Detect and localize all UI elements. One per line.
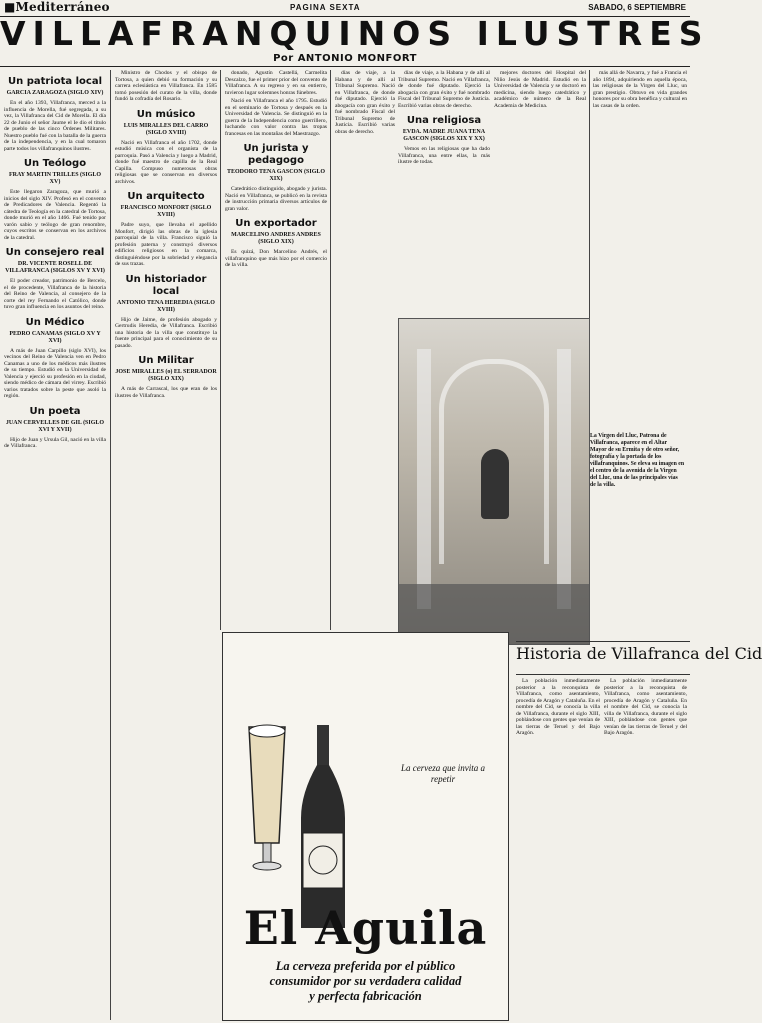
section-subtitle: FRANCISCO MONFORT (SIGLO XVIII): [120, 205, 212, 218]
article-column-5: [494, 70, 586, 315]
section-title: Una religiosa: [406, 115, 482, 126]
section-text: El poder creador, patrimonio de Bercelo, el de procedente, Villafranca de la historia del Reino de Valencia, al consejero de la corte del rey Fernando el Católico, donde tuvo gran influencia en los asuntos del reino.: [4, 278, 106, 310]
column-divider: [330, 70, 331, 630]
virgin-figure: [481, 449, 509, 519]
article-column-4: [335, 70, 395, 630]
section-title: Un consejero real: [5, 247, 105, 258]
ad-brand: El Aguila: [243, 901, 488, 955]
section-text: días de viaje, a la Habana y de allí al Tribunal Supremo. Nació en Villafranca, de donde fué diputado. Ejerció la abogacía con gran éxito y fué nombrado Fiscal del Tribunal Supremo de Justicia. Escribió varias obras de derecho.: [335, 70, 395, 135]
column-divider: [220, 70, 221, 630]
article-column-4b: [398, 70, 490, 315]
section-title: Un Teólogo: [23, 158, 87, 169]
section-subtitle: LUIS MIRALLES DEL CARRO (SIGLO XVIII): [123, 122, 209, 136]
article-column-3: [225, 70, 327, 630]
section-title: Un historiador local: [125, 273, 207, 297]
article-column-2: [115, 70, 217, 1020]
photo-pillar: [417, 349, 431, 609]
page-label: PAGINA SEXTA: [290, 3, 361, 12]
section-text: En el año 1393, Villafranca, merced a la influencia de Morella, fué segregada, a su vez, la Villafranca del Cid de Morella. El día 22 de Junio el señor Jaume el Ie dio el título de pueblo de las cinco Órdenes Militares. Nuestro pueblo fué con la batalla de la guerra de la independencia, y en la cual tomaron parte todos los villafranquinos ilustres.: [4, 100, 106, 152]
history-column-1: [516, 678, 600, 1018]
ad-tagline-line: La cerveza preferida por el público: [275, 959, 456, 973]
page-headline: VILLAFRANQUINOS ILUSTRES: [0, 14, 710, 53]
section-title: Un exportador: [235, 218, 317, 229]
section-text: La población inmediatamente posterior a la reconquista de Villafranca, como asentamiento, procedía de Aragón y Cataluña. En el nombre del Cid, se conocía la villa de Villafranca, durante el siglo XIII, poblándose con gentes que venían de las tierras de Teruel y del Bajo Aragón.: [604, 678, 687, 736]
section-title: Un Militar: [138, 355, 194, 366]
section-text: Es quizá, Don Marcelino Andrés, el villafranquino que más hizo por el comercio de la villa.: [225, 249, 327, 268]
section-text: A más de Juan Carpillo (siglo XVI), los vecinos del Reino de Valencia ven en Pedro Canamas a uno de los médicos más ilustres de su tiempo. Estudió en la Universidad de Valencia y ejerció su profesión en la ciudad, siendo médico de cámara del virrey. Escribió varios tratados sobre la peste que asoló la región.: [4, 347, 106, 399]
ad-tagline-line: consumidor por su verdadera calidad: [269, 974, 462, 988]
byline: Por ANTONIO MONFORT: [273, 53, 417, 64]
section-subtitle: FRAY MARTIN TRILLES (SIGLO XV): [8, 172, 102, 185]
ad-tagline: [223, 959, 508, 1004]
section-subtitle: PEDRO CANAMAS (SIGLO XV Y XVI): [9, 330, 101, 344]
section-subtitle: MARCELINO ANDRES ANDRES (SIGLO XIX): [231, 232, 321, 245]
el-aguila-advertisement: [222, 632, 509, 1021]
ad-slogan: La cerveza que invita a repetir: [401, 763, 485, 784]
section-text: más allá de Navarra, y fué a Francia el año 1894, adquiriendo en aquella época, las religiosas de la Virgen del Lluc, un gran prestigio. Obtuvo en vida grandes honores por su obra benéfica y cultural en las casas de la orden.: [593, 70, 687, 109]
section-title: Un Médico: [25, 316, 85, 328]
section-title: Un músico: [136, 108, 196, 120]
section-text: Padre suyo, que llevaba el apellido Monfort, dirigió las obras de la iglesia parroquial de la villa. Francisco siguió la profesión paterna y construyó diversos edificios religiosos en la comarca, distinguiéndose por la sobriedad y elegancia de sus trazas.: [115, 222, 217, 267]
section-text: Vemos en las religiosas que ha dado Villafranca, una entre ellas, la más ilustre de todas.: [398, 146, 490, 165]
section-subtitle: GARCIA ZARAGOZA (SIGLO XIV): [6, 90, 104, 96]
section-text: A más de Carrascal, los que eran de los ilustres de Villafranca.: [115, 386, 217, 399]
virgin-altar-photo: [398, 318, 590, 645]
section-text: donado, Agustín Castellá, Carmelita Descalzo, fue el primer prior del convento de Villafranca. A su regreso y en su entierro, tuvieron lugar solemnes honras fúnebres.: [225, 70, 327, 96]
section-text: Este llegaron Zaragoza, que murió a inicios del siglo XIV. Profesó en el convento de Predicadores de Valencia. Regentó la cátedra de Teología en la catedral de Tortosa, donde murió en el año 1466. Fué tenido por varón sabio y teólogo de gran renombre, cuyos escritos se conservan en los archivos de la catedral.: [4, 189, 106, 241]
article-column-6: [593, 70, 687, 430]
section-subtitle: DR. VICENTE ROSELL DE VILLAFRANCA (SIGLOS XV Y XVI): [5, 261, 105, 274]
section-title: Un arquitecto: [127, 191, 205, 202]
section-title: Un poeta: [29, 405, 81, 417]
section-subtitle: EVDA. MADRE JUANA TENA GASCON (SIGLOS XIX Y XX): [402, 129, 486, 142]
section-subtitle: TEODORO TENA GASCON (SIGLO XIX): [226, 169, 326, 182]
section-text: La población inmediatamente posterior a la reconquista de Villafranca, como asentamiento, procedía de Aragón y Cataluña. En el nombre del Cid, se conocía la villa de Villafranca, durante el siglo XIII, poblándose con gentes que venían de las tierras de Teruel y del Bajo Aragón.: [516, 678, 600, 736]
section-text: Hijo de Juan y Ursula Gil, nació en la villa de Villafranca.: [4, 436, 106, 449]
photo-caption: La Virgen del Lluc, Patrona de Villafranca, aparece en el Altar Mayor de su Ermita y de otro señor, fotografía y la portada de los villafranquinos. Se eleva su imagen en el centro de la avenida de la Virgen del Lluc, una de las principales vías de la villa.: [590, 433, 685, 488]
section-text: Ministro de Chodos y el obispo de Tortosa, a quien debió su formación y su carrera eclesiástica en Villafranca. En 1585 tomó posesión del curato de la villa, donde fundó la cofradía del Rosario.: [115, 70, 217, 102]
header-rule: [0, 66, 690, 67]
history-title: Historia de Villafranca del Cid: [516, 644, 762, 663]
section-text: Nació en Villafranca el año 1702, donde estudió música con el organista de la parroquia. Pasó a Valencia y luego a Madrid, donde fué maestro de capilla de la Real Capilla. Compuso numerosas obras religiosas que se conservan en diversos archivos.: [115, 139, 217, 185]
ad-tagline-line: y perfecta fabricación: [309, 989, 422, 1003]
section-text: Hijo de Jaime, de profesión abogado y Gertrudis Heredia, de Villafranca. Escribió una historia de la villa que constituye la fuente principal para el conocimiento de su pasado.: [115, 316, 217, 349]
section-text: mejores doctores del Hospital del Niño Jesús de Madrid. Estudió en la Universidad de Valencia y se doctoró en medicina, siendo luego catedrático y académico de número de la Real Academia de Medicina.: [494, 70, 586, 109]
newspaper-logo: ■Mediterráneo: [4, 0, 110, 14]
beer-glass-icon: [245, 723, 289, 873]
section-title: Un patriota local: [7, 76, 103, 87]
article-column-1: [4, 70, 106, 1020]
section-text: Catedrático distinguido, abogado y jurista. Nació en Villafranca, se publicó en la revista de instrucción primaria diversos artículos de gran valor.: [225, 186, 327, 212]
section-subtitle: JOSE MIRALLES (o) EL SERRADOR (SIGLO XIX): [115, 369, 217, 382]
section-text: días de viaje, a la Habana y de allí al Tribunal Supremo. Nació en Villafranca, de donde fué diputado. Ejerció la abogacía con gran éxito y fué nombrado Fiscal del Tribunal Supremo de Justicia. Escribió varias obras de derecho.: [398, 70, 490, 109]
section-subtitle: ANTONIO TENA HEREDIA (SIGLO XVIII): [117, 299, 215, 313]
issue-date: SABADO, 6 SEPTIEMBRE: [588, 3, 686, 12]
section-subtitle: JUAN CERVELLES DE GIL (SIGLO XVI Y XVII): [5, 419, 105, 433]
column-divider: [110, 70, 111, 1020]
section-title: Un jurista y pedagogo: [243, 143, 309, 166]
photo-pillar: [557, 349, 571, 609]
history-column-2: [604, 678, 687, 1018]
section-text: Nació en Villafranca el año 1795. Estudió en el seminario de Tortosa y después en la Universidad de Valencia. Se distinguió en la guerra de la Independencia como guerrillero, luchando con valor contra las tropas francesas en las montañas del Maestrazgo.: [225, 98, 327, 137]
